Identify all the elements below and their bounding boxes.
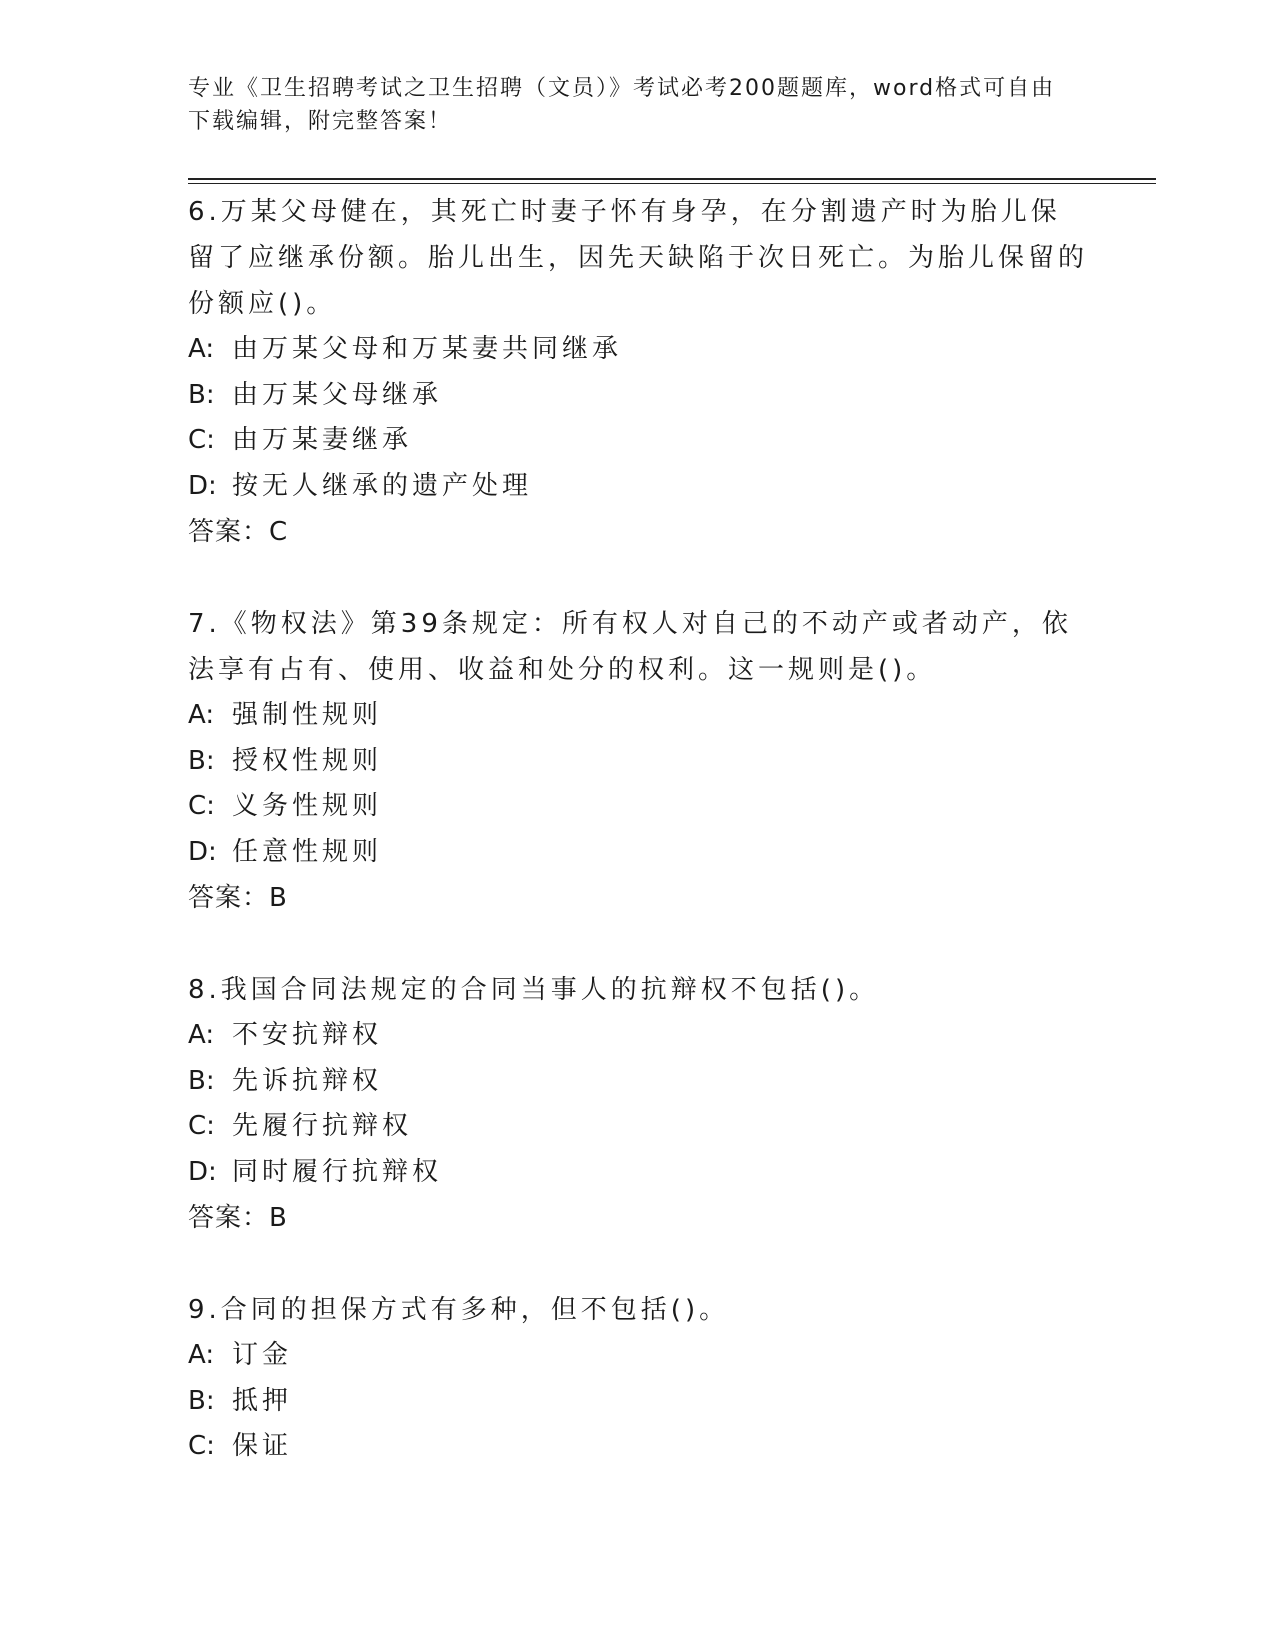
option-text: 由万某妻继承 — [232, 425, 413, 455]
option-b — [188, 1059, 1088, 1105]
question-7 — [188, 601, 1088, 921]
answer-line: 答案：C — [188, 517, 289, 547]
option-c — [188, 418, 1088, 464]
question-stem: 7.《物权法》第39条规定：所有权人对自己的不动产或者动产，依法享有占有、使用、收益和处分的权利。这一规则是()。 — [188, 609, 1072, 685]
answer-line: 答案：B — [188, 883, 288, 913]
header-rule-thick — [188, 178, 1156, 180]
option-key: C: — [188, 791, 215, 821]
option-c — [188, 1424, 1088, 1470]
option-text: 按无人继承的遗产处理 — [232, 470, 533, 501]
header-rule-thin — [188, 183, 1156, 184]
option-key: B: — [188, 1065, 215, 1096]
option-key: A: — [188, 700, 215, 730]
question-9 — [188, 1287, 1088, 1470]
option-text: 保证 — [232, 1431, 293, 1461]
option-d — [188, 1150, 1088, 1196]
option-text: 授权性规则 — [232, 745, 383, 776]
option-key: D: — [188, 1156, 217, 1187]
option-c — [188, 784, 1088, 830]
question-stem: 6.万某父母健在，其死亡时妻子怀有身孕，在分割遗产时为胎儿保留了应继承份额。胎儿出生，因先天缺陷于次日死亡。为胎儿保留的份额应()。 — [188, 197, 1089, 319]
option-a — [188, 1013, 1088, 1059]
option-key: C: — [188, 425, 215, 455]
option-text: 由万某父母和万某妻共同继承 — [232, 334, 623, 364]
option-key: C: — [188, 1431, 215, 1461]
option-d — [188, 830, 1088, 876]
option-a — [188, 693, 1088, 739]
option-text: 先诉抗辩权 — [232, 1065, 383, 1096]
option-key: D: — [188, 836, 217, 867]
option-c — [188, 1104, 1088, 1150]
option-text: 同时履行抗辩权 — [232, 1156, 443, 1187]
option-key: A: — [188, 1020, 215, 1050]
option-text: 先履行抗辩权 — [232, 1111, 413, 1141]
option-key: D: — [188, 470, 217, 501]
option-text: 不安抗辩权 — [232, 1020, 383, 1050]
option-key: A: — [188, 1340, 215, 1370]
option-a — [188, 327, 1088, 373]
option-text: 义务性规则 — [232, 791, 383, 821]
option-key: B: — [188, 1385, 215, 1416]
question-stem: 9.合同的担保方式有多种，但不包括()。 — [188, 1295, 730, 1325]
option-key: C: — [188, 1111, 215, 1141]
option-key: A: — [188, 334, 215, 364]
document-header: 专业《卫生招聘考试之卫生招聘（文员）》考试必考200题题库，word格式可自由下载编辑，附完整答案！ — [188, 76, 1056, 134]
option-d — [188, 464, 1088, 510]
question-stem: 8.我国合同法规定的合同当事人的抗辩权不包括()。 — [188, 975, 880, 1005]
option-text: 抵押 — [232, 1385, 293, 1416]
option-text: 由万某父母继承 — [232, 379, 443, 410]
option-text: 强制性规则 — [232, 700, 383, 730]
option-text: 任意性规则 — [232, 836, 383, 867]
option-b — [188, 373, 1088, 419]
option-a — [188, 1333, 1088, 1379]
question-6 — [188, 189, 1088, 555]
option-b — [188, 1379, 1088, 1425]
option-text: 订金 — [232, 1340, 293, 1370]
question-8 — [188, 967, 1088, 1241]
option-key: B: — [188, 745, 215, 776]
question-list — [188, 189, 1088, 1516]
option-b — [188, 739, 1088, 785]
option-key: B: — [188, 379, 215, 410]
answer-line: 答案：B — [188, 1203, 288, 1233]
